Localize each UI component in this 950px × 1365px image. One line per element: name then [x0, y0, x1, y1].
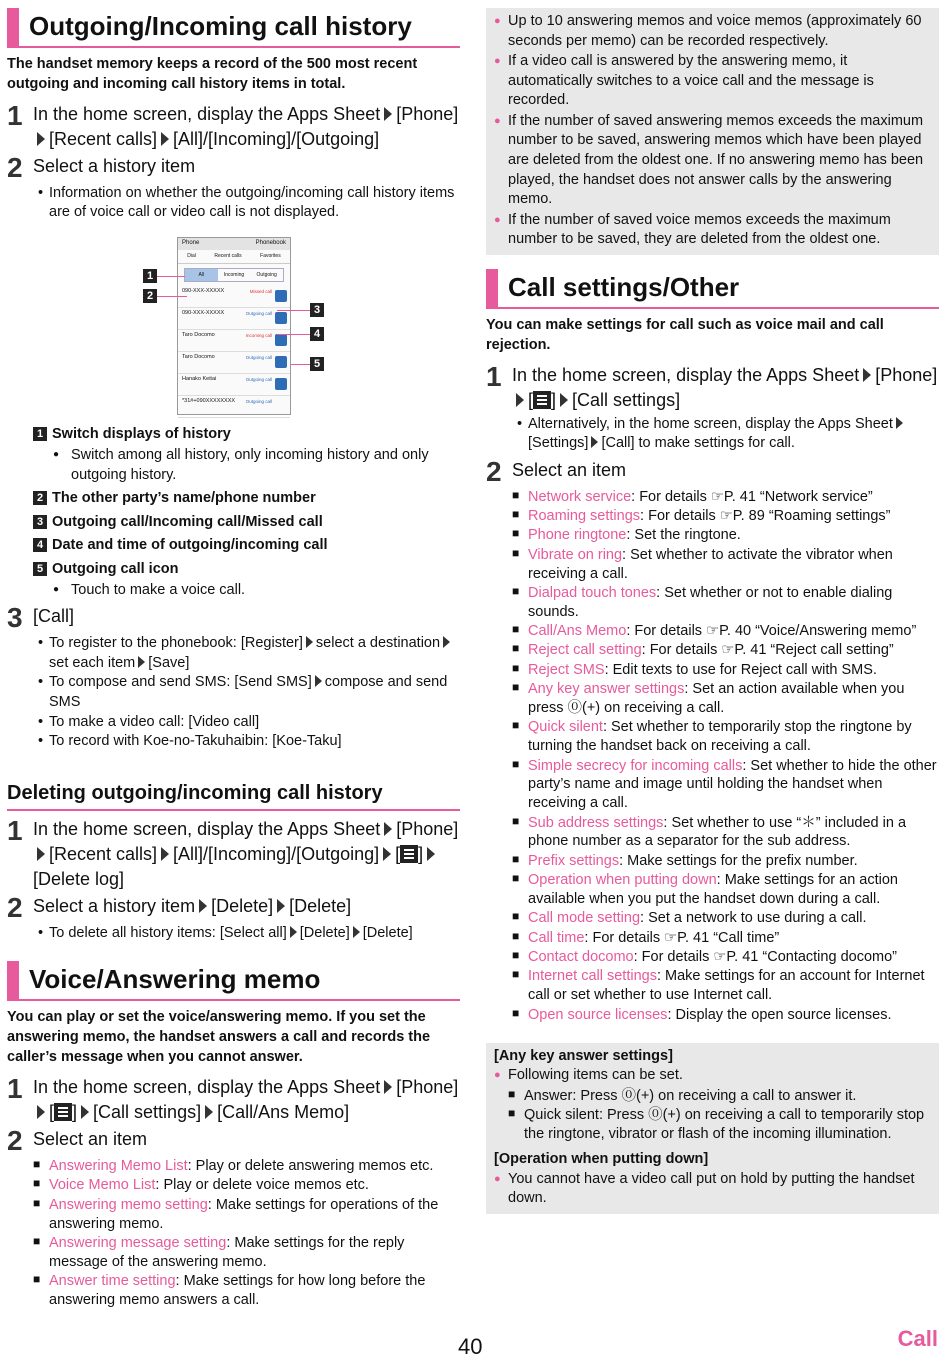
- row-tag: Outgoing call: [245, 310, 272, 316]
- note-item: ● Up to 10 answering memos and voice memos (approximately 60 seconds per memo) can be recorded respectively.: [494, 12, 931, 51]
- note-item: ● You cannot have a video call put on hold by putting the handset down.: [494, 1170, 931, 1209]
- arrow-icon: [315, 675, 322, 687]
- legend-number: 4: [33, 538, 47, 552]
- chapter-tab[interactable]: Call: [897, 1326, 938, 1351]
- note-heading: [Operation when putting down]: [494, 1151, 709, 1167]
- item-desc: : Make settings for operations of the answering memo.: [49, 1196, 439, 1232]
- bullet-item: • Information on whether the outgoing/incoming call history items are of voice call or video call is not displayed.: [49, 184, 460, 223]
- step-part: [All]/[Incoming]/[Outgoing]: [173, 129, 380, 150]
- item-desc: : Set a network to use during a call.: [640, 910, 867, 927]
- item-link[interactable]: Reject call setting: [528, 642, 642, 659]
- arrow-icon: [591, 436, 598, 448]
- section-heading: [7, 961, 460, 1001]
- step-2: [7, 1127, 460, 1155]
- step-part: [Phone]: [396, 1077, 459, 1098]
- legend-title: Outgoing call icon: [52, 560, 179, 577]
- list-item: [512, 584, 939, 622]
- heading-text: Call settings/Other: [508, 271, 740, 302]
- legend-number: 1: [33, 427, 47, 441]
- list-item: [512, 852, 939, 871]
- item-link[interactable]: Answering memo setting: [49, 1196, 208, 1213]
- history-row: [178, 396, 290, 418]
- item-desc: : For details ☞P. 41 “Call time”: [584, 929, 780, 946]
- intro-text: The handset memory keeps a record of the 500 most recent outgoing and incoming call history items in total.: [7, 56, 418, 93]
- arrow-icon: [138, 656, 145, 668]
- step-bullets: [49, 924, 460, 944]
- arrow-icon: [205, 1105, 213, 1119]
- step-2: [486, 455, 939, 487]
- heading-accent-bar: [486, 269, 498, 307]
- menu-key-icon: [54, 1103, 72, 1121]
- phone-icon: [275, 312, 287, 324]
- bullet-part: To register to the phonebook: [Register]: [49, 635, 303, 652]
- bullet-part: [Save]: [148, 654, 190, 671]
- item-link[interactable]: Roaming settings: [528, 508, 641, 525]
- list-item: [512, 1006, 939, 1025]
- legend-number: 5: [33, 562, 47, 576]
- item-link[interactable]: Voice Memo List: [49, 1177, 156, 1194]
- heading-text: Outgoing/Incoming call history: [29, 11, 412, 41]
- heading-text: Voice/Answering memo: [29, 964, 321, 995]
- arrow-icon: [306, 636, 313, 648]
- item-desc: : Set whether to hide the other party’s name and image until holding the handset when receiving a call.: [528, 757, 937, 812]
- step-part: ]: [551, 389, 557, 410]
- item-link[interactable]: Prefix settings: [528, 852, 620, 869]
- item-link[interactable]: Phone ringtone: [528, 527, 627, 544]
- left-column: [7, 8, 460, 1310]
- history-row: [178, 374, 290, 396]
- bullet-part: select a destination: [315, 635, 441, 652]
- callout-line: [291, 364, 310, 365]
- item-link[interactable]: Internet call settings: [528, 968, 657, 985]
- step-part: [: [49, 1102, 55, 1123]
- phone-app-label: Phone: [182, 240, 200, 247]
- step-part: [Delete]: [289, 895, 352, 916]
- legend-item: [33, 536, 460, 555]
- step-part: [: [395, 843, 401, 864]
- item-desc: : Play or delete voice memos etc.: [155, 1177, 369, 1194]
- arrow-icon: [37, 847, 45, 861]
- step-number: 1: [7, 100, 23, 132]
- step-text: [33, 894, 351, 919]
- step-number: 2: [7, 1125, 23, 1156]
- figure-legend: [33, 425, 460, 600]
- step-part: [Phone]: [396, 104, 459, 125]
- list-item: [512, 641, 939, 660]
- step-number: 2: [7, 891, 23, 923]
- legend-number: 2: [33, 491, 47, 505]
- history-row: [178, 286, 290, 308]
- note-item: ● If the number of saved answering memos exceeds the maximum number to be saved, answering memos which have been played are deleted from the oldest one. If no answering memo has been played, the handset does not answer calls by the answering memo.: [494, 112, 931, 210]
- arrow-icon: [863, 368, 871, 382]
- step-part: [Phone]: [396, 819, 459, 840]
- arrow-icon: [37, 1105, 45, 1119]
- callout-5: 5: [310, 357, 324, 371]
- item-link[interactable]: Call time: [528, 929, 585, 946]
- note-sublist: [508, 1087, 931, 1144]
- callout-line: [277, 310, 310, 311]
- item-desc: : Set the ringtone.: [626, 527, 741, 544]
- list-item: [512, 967, 939, 1005]
- page-number: 40: [458, 1334, 483, 1359]
- item-desc: : Set whether to activate the vibrator when receiving a call.: [528, 546, 893, 582]
- arrow-icon: [384, 1080, 392, 1094]
- phone-icon: [275, 356, 287, 368]
- bullet-part: [Delete]: [299, 924, 350, 941]
- arrow-icon: [384, 822, 392, 836]
- item-link[interactable]: Simple secrecy for incoming calls: [528, 757, 743, 774]
- note-item: ● If a video call is answered by the answering memo, it automatically switches to a voice call and the message is recorded.: [494, 52, 931, 111]
- filter-incoming: Incoming: [223, 271, 245, 278]
- step-part: [Delete log]: [33, 868, 125, 889]
- callout-2: 2: [143, 289, 157, 303]
- step-text: Select an item: [512, 459, 627, 480]
- list-item: [33, 1157, 460, 1176]
- list-item: [33, 1272, 460, 1310]
- list-item: ■ Answer: Press ⓪(+) on receiving a call to answer it.: [508, 1087, 931, 1106]
- arrow-icon: [443, 636, 450, 648]
- row-name: Taro Docomo: [182, 331, 215, 338]
- bullet-part: set each item: [49, 654, 136, 671]
- step-text: [33, 817, 460, 891]
- bullet-part: [Settings]: [528, 435, 589, 452]
- step-2: [7, 151, 460, 183]
- step-text: [Call]: [33, 606, 75, 627]
- arrow-icon: [161, 132, 169, 146]
- list-item: [512, 948, 939, 967]
- menu-key-icon: [400, 845, 418, 863]
- bullet-item: • To record with Koe-no-Takuhaibin: [Koe-Taku]: [49, 732, 460, 752]
- step-bullets: [49, 634, 460, 751]
- step-part: [: [528, 389, 534, 410]
- step-part: [All]/[Incoming]/[Outgoing]: [173, 843, 380, 864]
- step-part: ]: [418, 843, 424, 864]
- section-heading: [486, 269, 939, 309]
- row-name: Hanako Keitai: [182, 375, 217, 382]
- phone-tabs: [178, 250, 290, 264]
- item-link[interactable]: Contact docomo: [528, 948, 634, 965]
- item-link[interactable]: Dialpad touch tones: [528, 584, 657, 601]
- list-item: [512, 546, 939, 584]
- step-part: In the home screen, display the Apps Sheet: [512, 364, 860, 385]
- step-part: [Phone]: [875, 364, 938, 385]
- step-part: [Call/Ans Memo]: [217, 1102, 350, 1123]
- list-item: [512, 622, 939, 641]
- callout-line: [277, 334, 310, 335]
- legend-title: Date and time of outgoing/incoming call: [52, 537, 328, 554]
- history-row: [178, 352, 290, 374]
- filter-all: All: [185, 269, 218, 281]
- phone-tab: Favorites: [260, 253, 281, 260]
- legend-item: [33, 513, 460, 532]
- item-desc: : For details ☞P. 89 “Roaming settings”: [640, 508, 891, 525]
- item-desc: : Make settings for an account for Internet call or set whether to use Internet call.: [528, 968, 925, 1004]
- arrow-icon: [199, 899, 207, 913]
- row-tag: Missed call: [249, 288, 272, 294]
- step-number: 2: [486, 455, 502, 487]
- step-bullets: [528, 415, 939, 454]
- phone-tab: Recent calls: [214, 253, 242, 260]
- legend-item: [33, 560, 460, 579]
- callout-line: [157, 276, 185, 277]
- arrow-icon: [383, 847, 391, 861]
- callout-4: 4: [310, 327, 324, 341]
- item-desc: : Make settings for how long before the answering memo answers a call.: [49, 1273, 426, 1308]
- filter-outgoing: Outgoing: [256, 271, 277, 278]
- bullet-part: Alternatively, in the home screen, display the Apps Sheet: [528, 415, 893, 432]
- item-link[interactable]: Call mode setting: [528, 910, 641, 927]
- item-desc: : For details ☞P. 40 “Voice/Answering memo”: [626, 623, 917, 640]
- subsection-heading: Deleting outgoing/incoming call history: [7, 778, 460, 811]
- item-link[interactable]: Open source licenses: [528, 1006, 668, 1023]
- heading-accent-bar: [7, 8, 19, 46]
- row-name: 090-XXX-XXXXX: [182, 309, 225, 316]
- row-tag: Outgoing call: [245, 376, 272, 382]
- arrow-icon: [896, 417, 903, 429]
- note-item: ● Following items can be set.: [494, 1066, 931, 1086]
- phone-app-bar: [178, 238, 290, 250]
- list-item: ■ Quick silent: Press ⓪(+) on receiving a call to temporarily stop the ringtone, vibrator or flash of the incoming illumination.: [508, 1106, 931, 1144]
- list-item: [512, 757, 939, 814]
- item-link[interactable]: Answering message setting: [49, 1234, 227, 1251]
- item-desc: : Set whether to use “＊” included in a phone number as a separator for the sub address.: [528, 814, 907, 850]
- item-link[interactable]: Network service: [528, 488, 632, 505]
- callout-1: 1: [143, 269, 157, 283]
- list-item: [33, 1234, 460, 1272]
- heading-accent-bar: [7, 961, 19, 999]
- arrow-icon: [516, 393, 524, 407]
- history-filter: [184, 268, 284, 282]
- item-link[interactable]: Quick silent: [528, 719, 603, 736]
- legend-number: 3: [33, 515, 47, 529]
- bullet-part: compose and send SMS: [49, 674, 448, 711]
- list-item: [33, 1176, 460, 1195]
- step-text: [33, 102, 460, 152]
- bullet-part: To compose and send SMS: [Send SMS]: [49, 674, 312, 691]
- item-desc: : For details ☞P. 41 “Network service”: [631, 488, 873, 505]
- note-heading: [Any key answer settings]: [494, 1047, 673, 1064]
- step-number: 1: [486, 360, 502, 392]
- item-desc: : Edit texts to use for Reject call with SMS.: [604, 661, 877, 678]
- item-link[interactable]: Call/Ans Memo: [528, 623, 627, 640]
- callout-3: 3: [310, 303, 324, 317]
- step-1: [7, 1075, 460, 1125]
- bullet-item: [49, 673, 460, 712]
- arrow-icon: [427, 847, 435, 861]
- settings-list: [512, 488, 939, 1025]
- step-1: [7, 102, 460, 152]
- item-desc: : Make settings for the reply message of the answering memo.: [49, 1234, 405, 1270]
- bullet-item: [528, 415, 939, 454]
- row-name: Taro Docomo: [182, 353, 215, 360]
- arrow-icon: [277, 899, 285, 913]
- step-1: [486, 360, 939, 413]
- item-desc: : Make settings for the prefix number.: [619, 852, 858, 869]
- item-desc: : Set whether or not to enable dialing sounds.: [528, 584, 893, 620]
- legend-desc: ● Switch among all history, only incoming history and only outgoing history.: [53, 446, 460, 485]
- item-link[interactable]: Sub address settings: [528, 814, 664, 831]
- step-text: [33, 1075, 460, 1125]
- item-link[interactable]: Vibrate on ring: [528, 546, 623, 563]
- bullet-part: To delete all history items: [Select all]: [49, 924, 287, 941]
- item-desc: : For details ☞P. 41 “Contacting docomo”: [633, 948, 897, 965]
- history-row: [178, 308, 290, 330]
- history-row: [178, 330, 290, 352]
- step-part: ]: [72, 1102, 78, 1123]
- note-item: ● If the number of saved voice memos exceeds the maximum number to be saved, they are deleted from the oldest one.: [494, 211, 931, 250]
- row-name: 090-XXX-XXXXX: [182, 287, 225, 294]
- list-item: [512, 526, 939, 545]
- row-name: *31#+090XXXXXXXX: [182, 397, 236, 404]
- bullet-item: [49, 634, 460, 673]
- step-number: 2: [7, 151, 23, 183]
- legend-desc: ● Touch to make a voice call.: [53, 581, 460, 600]
- step-part: In the home screen, display the Apps Sheet: [33, 819, 381, 840]
- phonebook-label: Phonebook: [255, 240, 286, 247]
- phone-tab: Dial: [187, 253, 196, 260]
- intro-text: You can play or set the voice/answering memo. If you set the answering memo, the handset answers a call and records the caller’s message when you cannot answer.: [7, 1009, 431, 1066]
- arrow-icon: [81, 1105, 89, 1119]
- arrow-icon: [384, 107, 392, 121]
- legend-item: [33, 425, 460, 444]
- step-3: [7, 604, 460, 632]
- arrow-icon: [560, 393, 568, 407]
- list-item: [512, 488, 939, 507]
- step-part: [Delete]: [211, 895, 274, 916]
- notes-box: [486, 8, 939, 255]
- item-desc: : Set whether to temporarily stop the ringtone by turning the handset back on receiving a call.: [528, 719, 912, 755]
- list-item: [33, 1196, 460, 1234]
- item-link[interactable]: Answer time setting: [49, 1273, 176, 1290]
- item-desc: : Set an action available when you press ⓪(+) on receiving a call.: [528, 681, 905, 716]
- step-part: Select a history item: [33, 895, 196, 916]
- callout-line: [157, 296, 187, 297]
- item-link[interactable]: Reject SMS: [528, 661, 605, 678]
- item-desc: : Make settings for an action available when you put the handset down during a call.: [528, 872, 898, 907]
- bullet-item: [49, 924, 460, 944]
- arrow-icon: [353, 926, 360, 938]
- item-link[interactable]: Operation when putting down: [528, 872, 717, 889]
- settings-list: [33, 1157, 460, 1310]
- list-item: [512, 814, 939, 852]
- right-column: [486, 8, 939, 1214]
- legend-title: Outgoing call/Incoming call/Missed call: [52, 513, 323, 530]
- step-number: 1: [7, 1073, 23, 1105]
- notes-box: [486, 1043, 939, 1214]
- step-text: [512, 363, 939, 413]
- step-2: [7, 891, 460, 923]
- list-item: [512, 661, 939, 680]
- step-bullets: [49, 184, 460, 223]
- legend-title: Switch displays of history: [52, 425, 231, 442]
- phone-icon: [275, 378, 287, 390]
- item-desc: : Display the open source licenses.: [667, 1006, 892, 1023]
- step-1: [7, 817, 460, 891]
- row-tag: Incoming call: [245, 332, 272, 338]
- step-part: [Call settings]: [93, 1102, 202, 1123]
- list-item: [512, 680, 939, 718]
- step-part: In the home screen, display the Apps Sheet: [33, 104, 381, 125]
- item-desc: : Play or delete answering memos etc.: [187, 1158, 434, 1174]
- step-text: Select a history item: [33, 155, 196, 176]
- section-heading: [7, 8, 460, 48]
- phone-screenshot-figure: [139, 237, 439, 417]
- phone-icon: [275, 334, 287, 346]
- bullet-part: [Call] to make settings for call.: [601, 435, 795, 452]
- phone-icon: [275, 290, 287, 302]
- list-item: [512, 871, 939, 909]
- row-tag: Outgoing call: [245, 398, 272, 404]
- bullet-part: [Delete]: [362, 924, 413, 941]
- bullet-item: • To make a video call: [Video call]: [49, 713, 460, 733]
- list-item: [512, 929, 939, 948]
- item-link[interactable]: Any key answer settings: [528, 681, 685, 698]
- step-text: Select an item: [33, 1129, 148, 1149]
- arrow-icon: [37, 132, 45, 146]
- row-tag: Outgoing call: [245, 354, 272, 360]
- arrow-icon: [161, 847, 169, 861]
- step-part: [Recent calls]: [49, 843, 158, 864]
- list-item: [512, 718, 939, 756]
- legend-item: [33, 489, 460, 508]
- intro-text: You can make settings for call such as voice mail and call rejection.: [486, 316, 884, 353]
- list-item: [512, 909, 939, 928]
- step-part: [Call settings]: [572, 389, 681, 410]
- step-number: 1: [7, 815, 23, 847]
- phone-screen: [177, 237, 291, 415]
- arrow-icon: [290, 926, 297, 938]
- legend-title: The other party’s name/phone number: [52, 490, 316, 507]
- menu-key-icon: [533, 391, 551, 409]
- list-item: [512, 507, 939, 526]
- item-desc: : For details ☞P. 41 “Reject call setting”: [641, 642, 894, 659]
- step-number: 3: [7, 602, 23, 634]
- item-link[interactable]: Answering Memo List: [49, 1158, 188, 1174]
- step-part: [Recent calls]: [49, 129, 158, 150]
- step-part: In the home screen, display the Apps Sheet: [33, 1077, 381, 1098]
